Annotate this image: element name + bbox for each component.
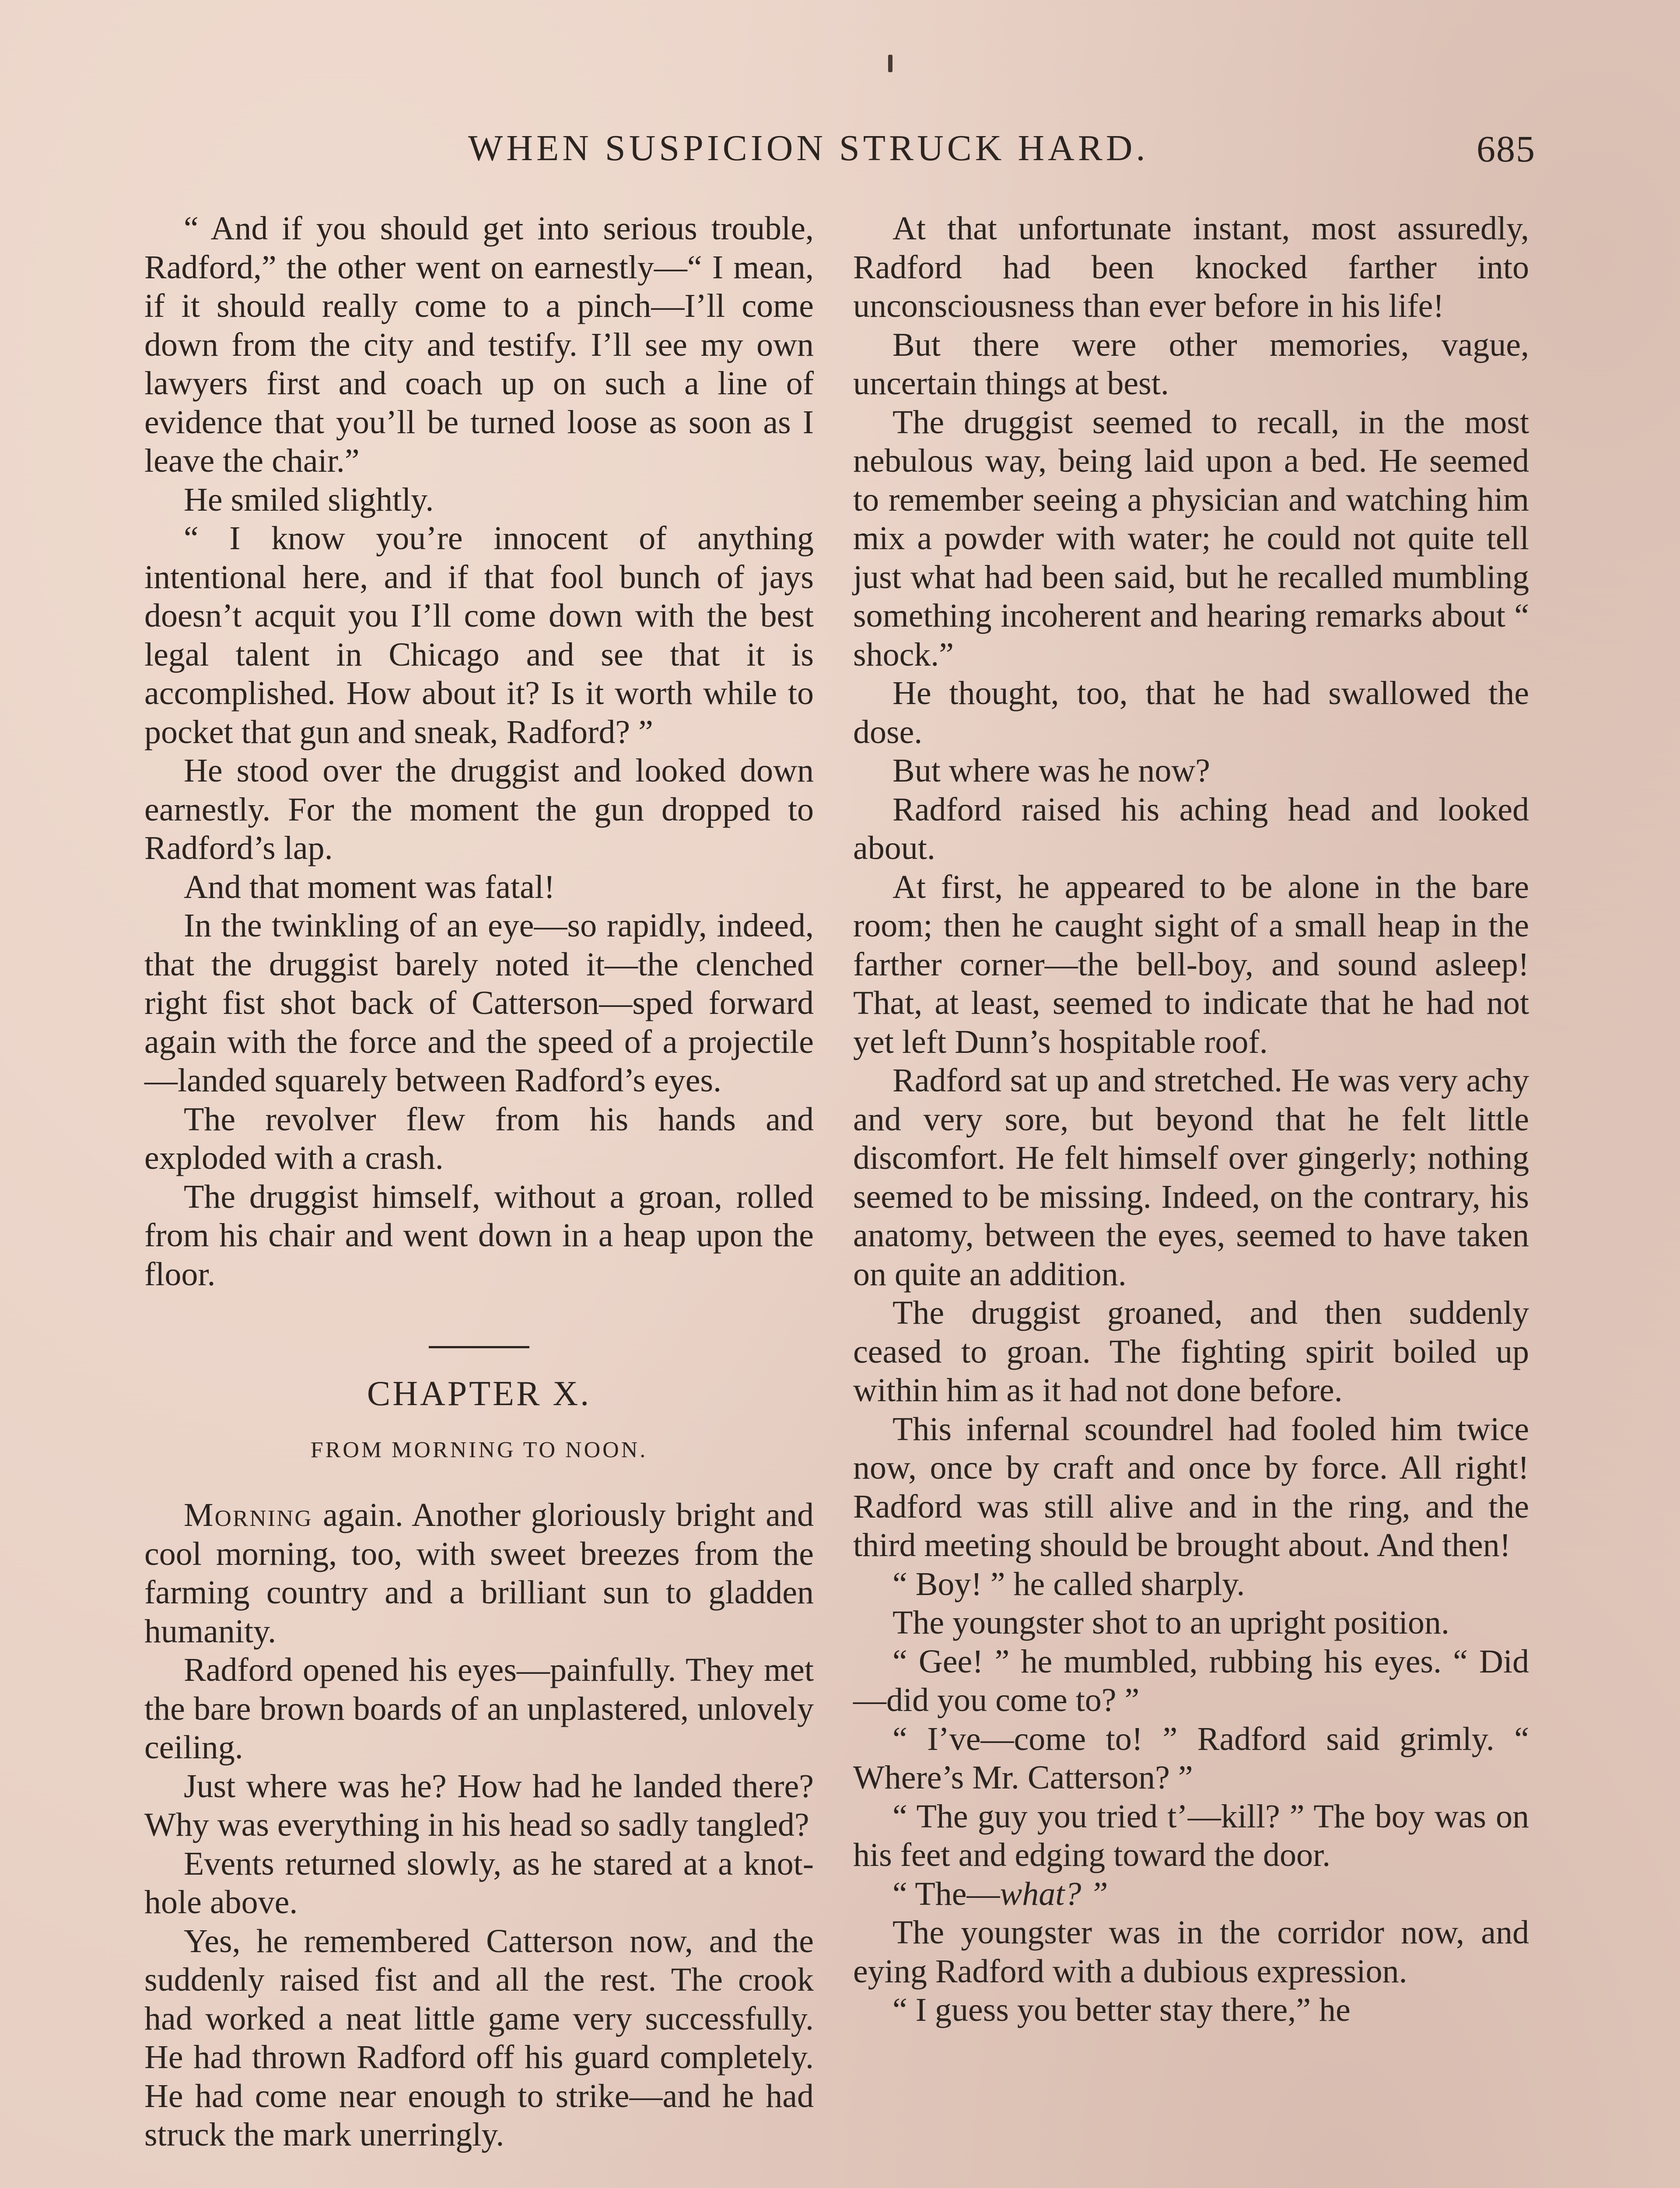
paragraph: “ And if you should get into serious trouble, Radford,” the other went on earnestly—“ I mean, if it should really come to a pinch—I’ll come down from the city and testify. I’ll see my own lawyers first and coach up on such a line of evidence that you’ll be turned loose as soon as I leave the chair.” — [144, 210, 814, 479]
paragraph: “ Boy! ” he called sharply. — [892, 1565, 1245, 1602]
running-header — [144, 127, 1536, 175]
section-divider — [429, 1346, 529, 1348]
paragraph: Just where was he? How had he landed there? Why was everything in his head so sadly tangled? — [144, 1767, 814, 1843]
paragraph: He thought, too, that he had swallowed the dose. — [853, 675, 1529, 750]
paragraph: Yes, he remembered Catterson now, and the suddenly raised fist and all the rest. The crook had worked a neat little game very successfully. He had thrown Radford off his guard completely. He had come near enough to strike—and he had struck the mark unerringly. — [144, 1922, 814, 2153]
paragraph: He stood over the druggist and looked down earnestly. For the moment the gun dropped to Radford’s lap. — [144, 752, 814, 866]
paragraph: The druggist himself, without a groan, rolled from his chair and went down in a heap upon the floor. — [144, 1178, 814, 1293]
paragraph: He smiled slightly. — [184, 481, 434, 518]
chapter-opening-paragraph — [144, 1496, 814, 1651]
paragraph: At first, he appeared to be alone in the bare room; then he caught sight of a small heap in the farther corner—the bell-boy, and sound asleep! That, at least, seemed to indicate that he had not yet left Dunn’s hospitable roof. — [853, 868, 1529, 1060]
page-number: 685 — [1477, 128, 1536, 170]
paragraph: At that unfortunate instant, most assuredly, Radford had been knocked farther into unconsciousness than ever before in his life! — [853, 210, 1529, 324]
paragraph: “ I know you’re innocent of anything intentional here, and if that fool bunch of jays doesn’t acquit you I’ll come down with the best legal talent in Chicago and see that it is accomplished. How about it? Is it worth while to pocket that gun and sneak, Radford? ” — [144, 520, 814, 750]
opening-word: Morning — [184, 1497, 313, 1533]
paragraph: Events returned slowly, as he stared at a knot-hole above. — [144, 1845, 814, 1921]
paragraph: But where was he now? — [892, 752, 1211, 789]
chapter-title: CHAPTER X. — [367, 1375, 592, 1413]
opening-text: again. Another gloriously bright and cool morning, too, with sweet breezes from the farming country and a brilliant sun to gladden humanity. — [144, 1497, 814, 1650]
paragraph: Radford sat up and stretched. He was very achy and very sore, but beyond that he felt little discomfort. He felt himself over gingerly; nothing seemed to be missing. Indeed, on the contrary, his anatomy, between the eyes, seemed to have taken on quite an addition. — [853, 1062, 1529, 1293]
chapter-subtitle: FROM MORNING TO NOON. — [310, 1437, 648, 1462]
paragraph: The youngster was in the corridor now, and eying Radford with a dubious expression. — [853, 1914, 1529, 1990]
left-column — [144, 209, 814, 2154]
right-column — [853, 209, 1529, 2030]
dialogue-paragraph — [853, 1875, 1529, 1914]
paragraph: This infernal scoundrel had fooled him twice now, once by craft and once by force. All right! Radford was still alive and in the ring, and the third meeting should be brought about. And then! — [853, 1410, 1529, 1564]
paragraph: “ I guess you better stay there,” he — [892, 1992, 1351, 2028]
paragraph: In the twinkling of an eye—so rapidly, indeed, that the druggist barely noted it—the clenched right fist shot back of Catterson—sped forward again with the force and the speed of a projectile—landed squarely between Radford’s eyes. — [144, 907, 814, 1099]
paragraph: And that moment was fatal! — [184, 868, 555, 905]
running-title: WHEN SUSPICION STRUCK HARD. — [468, 128, 1149, 168]
dialogue-text: “ The— — [892, 1875, 1000, 1912]
paragraph: The youngster shot to an upright position. — [892, 1604, 1449, 1641]
paragraph: “ Gee! ” he mumbled, rubbing his eyes. “ Did—did you come to? ” — [853, 1643, 1529, 1718]
paragraph: “ I’ve—come to! ” Radford said grimly. “ Where’s Mr. Catterson? ” — [853, 1720, 1529, 1796]
paragraph: But there were other memories, vague, uncertain things at best. — [853, 326, 1529, 402]
paragraph: Radford raised his aching head and looked about. — [853, 791, 1529, 866]
paragraph: The revolver flew from his hands and exploded with a crash. — [144, 1101, 814, 1176]
paragraph: The druggist groaned, and then suddenly ceased to groan. The fighting spirit boiled up within him as it had not done before. — [853, 1294, 1529, 1409]
paragraph: The druggist seemed to recall, in the most nebulous way, being laid upon a bed. He seemed to remember seeing a physician and watching him mix a powder with water; he could not quite tell just what had been said, but he recalled mumbling something incoherent and hearing remarks about “ shock.” — [853, 403, 1529, 673]
italic-text: what? ” — [1000, 1875, 1108, 1912]
paragraph: “ The guy you tried t’—kill? ” The boy was on his feet and edging toward the door. — [853, 1798, 1529, 1873]
print-mark — [888, 55, 892, 72]
paragraph: Radford opened his eyes—painfully. They met the bare brown boards of an unplastered, unlovely ceiling. — [144, 1652, 814, 1766]
